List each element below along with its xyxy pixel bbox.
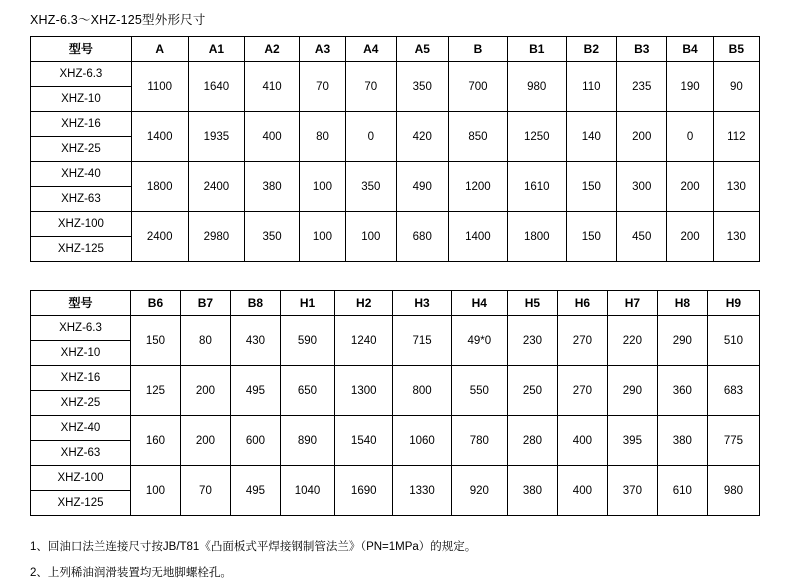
value-cell: 125 [130, 366, 180, 416]
model-cell: XHZ-6.3 [31, 62, 132, 87]
value-cell: 150 [130, 316, 180, 366]
value-cell: 2400 [188, 162, 245, 212]
value-cell: 600 [230, 416, 280, 466]
column-header: B8 [230, 291, 280, 316]
column-header: B7 [180, 291, 230, 316]
value-cell: 160 [130, 416, 180, 466]
column-header: H9 [707, 291, 759, 316]
column-header: A1 [188, 37, 245, 62]
column-header: H5 [507, 291, 557, 316]
value-cell: 80 [299, 112, 345, 162]
model-cell: XHZ-125 [31, 237, 132, 262]
model-cell: XHZ-25 [31, 391, 131, 416]
value-cell: 200 [667, 162, 713, 212]
value-cell: 150 [566, 162, 616, 212]
value-cell: 100 [299, 162, 345, 212]
table-spacer [0, 262, 790, 290]
column-header: 型号 [31, 37, 132, 62]
value-cell: 70 [180, 466, 230, 516]
value-cell: 550 [451, 366, 507, 416]
value-cell: 300 [617, 162, 667, 212]
value-cell: 290 [657, 316, 707, 366]
value-cell: 1690 [335, 466, 393, 516]
value-cell: 2400 [131, 212, 188, 262]
model-cell: XHZ-63 [31, 441, 131, 466]
value-cell: 780 [451, 416, 507, 466]
model-cell: XHZ-16 [31, 366, 131, 391]
value-cell: 100 [299, 212, 345, 262]
value-cell: 380 [657, 416, 707, 466]
value-cell: 200 [180, 366, 230, 416]
value-cell: 510 [707, 316, 759, 366]
value-cell: 130 [713, 162, 759, 212]
value-cell: 380 [507, 466, 557, 516]
value-cell: 140 [566, 112, 616, 162]
table-row [31, 366, 760, 391]
value-cell: 360 [657, 366, 707, 416]
table-row [31, 416, 760, 441]
value-cell: 1060 [393, 416, 451, 466]
value-cell: 395 [607, 416, 657, 466]
table-row [31, 466, 760, 491]
value-cell: 715 [393, 316, 451, 366]
value-cell: 0 [667, 112, 713, 162]
value-cell: 380 [245, 162, 300, 212]
value-cell: 130 [713, 212, 759, 262]
value-cell: 410 [245, 62, 300, 112]
table-row [31, 62, 760, 87]
value-cell: 1935 [188, 112, 245, 162]
value-cell: 150 [566, 212, 616, 262]
column-header: A2 [245, 37, 300, 62]
column-header: H3 [393, 291, 451, 316]
value-cell: 590 [280, 316, 334, 366]
value-cell: 220 [607, 316, 657, 366]
column-header: B1 [507, 37, 566, 62]
value-cell: 1800 [507, 212, 566, 262]
value-cell: 235 [617, 62, 667, 112]
value-cell: 350 [245, 212, 300, 262]
model-cell: XHZ-63 [31, 187, 132, 212]
table-row [31, 316, 760, 341]
value-cell: 200 [617, 112, 667, 162]
value-cell: 100 [130, 466, 180, 516]
column-header: B4 [667, 37, 713, 62]
value-cell: 90 [713, 62, 759, 112]
value-cell: 400 [245, 112, 300, 162]
value-cell: 420 [396, 112, 449, 162]
value-cell: 190 [667, 62, 713, 112]
value-cell: 1100 [131, 62, 188, 112]
value-cell: 800 [393, 366, 451, 416]
column-header: B3 [617, 37, 667, 62]
value-cell: 70 [346, 62, 396, 112]
value-cell: 280 [507, 416, 557, 466]
column-header: A3 [299, 37, 345, 62]
table-row [31, 162, 760, 187]
column-header: 型号 [31, 291, 131, 316]
value-cell: 495 [230, 466, 280, 516]
value-cell: 980 [507, 62, 566, 112]
column-header: A [131, 37, 188, 62]
value-cell: 1300 [335, 366, 393, 416]
column-header: B2 [566, 37, 616, 62]
column-header: A4 [346, 37, 396, 62]
value-cell: 112 [713, 112, 759, 162]
value-cell: 650 [280, 366, 334, 416]
value-cell: 920 [451, 466, 507, 516]
table-row [31, 212, 760, 237]
value-cell: 370 [607, 466, 657, 516]
value-cell: 1040 [280, 466, 334, 516]
value-cell: 200 [180, 416, 230, 466]
value-cell: 775 [707, 416, 759, 466]
model-cell: XHZ-100 [31, 466, 131, 491]
value-cell: 1200 [449, 162, 508, 212]
value-cell: 100 [346, 212, 396, 262]
value-cell: 1330 [393, 466, 451, 516]
model-cell: XHZ-40 [31, 162, 132, 187]
value-cell: 850 [449, 112, 508, 162]
value-cell: 350 [396, 62, 449, 112]
value-cell: 270 [557, 366, 607, 416]
value-cell: 1240 [335, 316, 393, 366]
column-header: B5 [713, 37, 759, 62]
column-header: H8 [657, 291, 707, 316]
value-cell: 0 [346, 112, 396, 162]
value-cell: 495 [230, 366, 280, 416]
dimensions-table-b [30, 290, 760, 516]
value-cell: 70 [299, 62, 345, 112]
value-cell: 683 [707, 366, 759, 416]
column-header: H6 [557, 291, 607, 316]
model-cell: XHZ-6.3 [31, 316, 131, 341]
value-cell: 230 [507, 316, 557, 366]
model-cell: XHZ-10 [31, 341, 131, 366]
value-cell: 490 [396, 162, 449, 212]
column-header: H2 [335, 291, 393, 316]
table-header-row [31, 291, 760, 316]
model-cell: XHZ-25 [31, 137, 132, 162]
value-cell: 1640 [188, 62, 245, 112]
dimensions-table-a [30, 36, 760, 262]
note-item: 1、回油口法兰连接尺寸按JB/T81《凸面板式平焊接钢制管法兰》（PN=1MPa）的规定。 [30, 541, 477, 553]
page-title: XHZ-6.3～XHZ-125型外形尺寸 [30, 13, 206, 27]
value-cell: 2980 [188, 212, 245, 262]
value-cell: 110 [566, 62, 616, 112]
value-cell: 450 [617, 212, 667, 262]
value-cell: 400 [557, 416, 607, 466]
table-header-row [31, 37, 760, 62]
value-cell: 80 [180, 316, 230, 366]
value-cell: 890 [280, 416, 334, 466]
notes-section [30, 534, 790, 586]
value-cell: 1540 [335, 416, 393, 466]
value-cell: 400 [557, 466, 607, 516]
model-cell: XHZ-10 [31, 87, 132, 112]
value-cell: 430 [230, 316, 280, 366]
value-cell: 49*0 [451, 316, 507, 366]
model-cell: XHZ-125 [31, 491, 131, 516]
model-cell: XHZ-40 [31, 416, 131, 441]
note-item: 2、上列稀油润滑装置均无地脚螺栓孔。 [30, 567, 232, 579]
column-header: H7 [607, 291, 657, 316]
column-header: B6 [130, 291, 180, 316]
value-cell: 680 [396, 212, 449, 262]
value-cell: 610 [657, 466, 707, 516]
value-cell: 1400 [449, 212, 508, 262]
model-cell: XHZ-16 [31, 112, 132, 137]
value-cell: 350 [346, 162, 396, 212]
value-cell: 980 [707, 466, 759, 516]
column-header: H1 [280, 291, 334, 316]
column-header: H4 [451, 291, 507, 316]
value-cell: 250 [507, 366, 557, 416]
value-cell: 1400 [131, 112, 188, 162]
value-cell: 700 [449, 62, 508, 112]
value-cell: 1610 [507, 162, 566, 212]
value-cell: 200 [667, 212, 713, 262]
model-cell: XHZ-100 [31, 212, 132, 237]
table-row [31, 112, 760, 137]
value-cell: 1800 [131, 162, 188, 212]
value-cell: 290 [607, 366, 657, 416]
value-cell: 270 [557, 316, 607, 366]
column-header: A5 [396, 37, 449, 62]
column-header: B [449, 37, 508, 62]
value-cell: 1250 [507, 112, 566, 162]
